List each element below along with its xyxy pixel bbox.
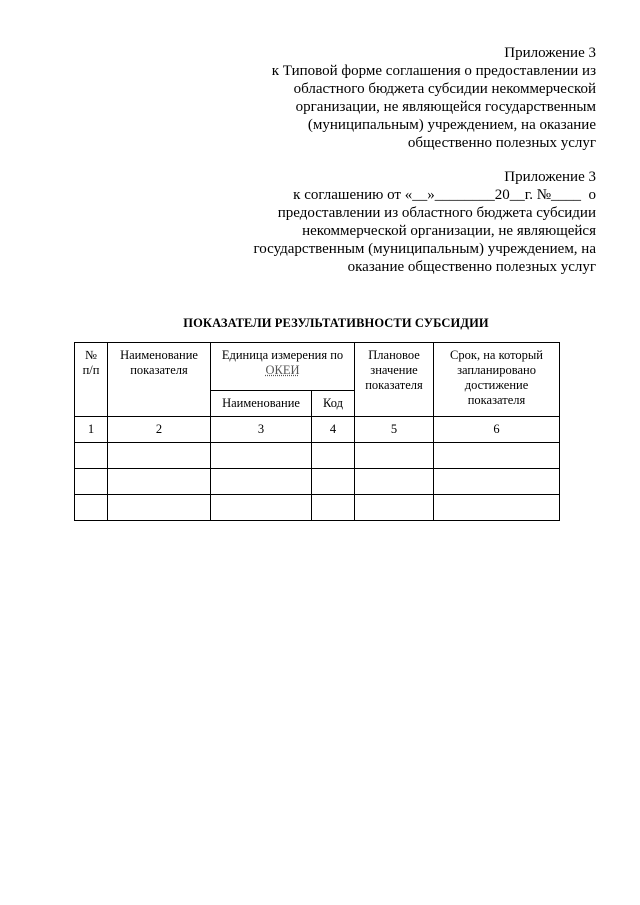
table-cell [211, 443, 312, 469]
table-cell [434, 443, 560, 469]
header-num: № п/п [75, 343, 108, 417]
column-number: 1 [75, 417, 108, 443]
column-number: 3 [211, 417, 312, 443]
appendix-1-line: к Типовой форме соглашения о предоставлении из [271, 63, 596, 79]
table-cell [312, 443, 355, 469]
appendix-2-line: некоммерческой организации, не являющейся [302, 223, 596, 239]
appendix-2-line: предоставлении из областного бюджета субсидии [277, 205, 596, 221]
table-cell [434, 495, 560, 521]
table-cell [211, 469, 312, 495]
appendix-2-line: оказание общественно полезных услуг [347, 259, 596, 275]
appendix-1-line: общественно полезных услуг [407, 135, 596, 151]
appendix-2-line: Приложение 3 [504, 169, 596, 185]
table-cell [312, 495, 355, 521]
header-planned-value: Плановое значение показателя [355, 343, 434, 417]
table-header-row [75, 343, 560, 391]
table-cell [434, 469, 560, 495]
header-indicator-name: Наименование показателя [108, 343, 211, 417]
appendix-1-line: организации, не являющейся государственным [295, 99, 596, 115]
table-row [75, 495, 560, 521]
table-row [75, 443, 560, 469]
appendix-2-line: государственным (муниципальным) учреждением, на [253, 241, 596, 257]
table-cell [108, 495, 211, 521]
table-cell [75, 443, 108, 469]
appendix-1-line: (муниципальным) учреждением, на оказание [307, 117, 596, 133]
document-title: ПОКАЗАТЕЛИ РЕЗУЛЬТАТИВНОСТИ СУБСИДИИ [183, 316, 489, 330]
table-row [75, 469, 560, 495]
indicators-table [74, 342, 560, 521]
header-unit [211, 343, 355, 391]
table-cell [75, 469, 108, 495]
table-cell [312, 469, 355, 495]
column-number: 5 [355, 417, 434, 443]
appendix-1-line: Приложение 3 [504, 45, 596, 61]
column-number: 4 [312, 417, 355, 443]
table-cell [355, 495, 434, 521]
column-number: 6 [434, 417, 560, 443]
header-unit-label: Единица измерения по [221, 348, 344, 362]
header-unit-code: Код [312, 391, 355, 417]
column-numbers-row [75, 417, 560, 443]
appendix-1-block [236, 44, 596, 152]
header-deadline: Срок, на который запланировано достижение показателя [434, 343, 560, 417]
table-cell [108, 469, 211, 495]
appendix-2-block [236, 168, 596, 276]
appendix-1-line: областного бюджета субсидии некоммерческой [293, 81, 596, 97]
header-unit-name: Наименование [211, 391, 312, 417]
appendix-2-line: к соглашению от «__»________20__г. №____ о [293, 187, 596, 203]
table-cell [355, 469, 434, 495]
header-okei: ОКЕИ [265, 363, 300, 377]
column-number: 2 [108, 417, 211, 443]
table-cell [211, 495, 312, 521]
table-cell [75, 495, 108, 521]
table-cell [108, 443, 211, 469]
table-cell [355, 443, 434, 469]
